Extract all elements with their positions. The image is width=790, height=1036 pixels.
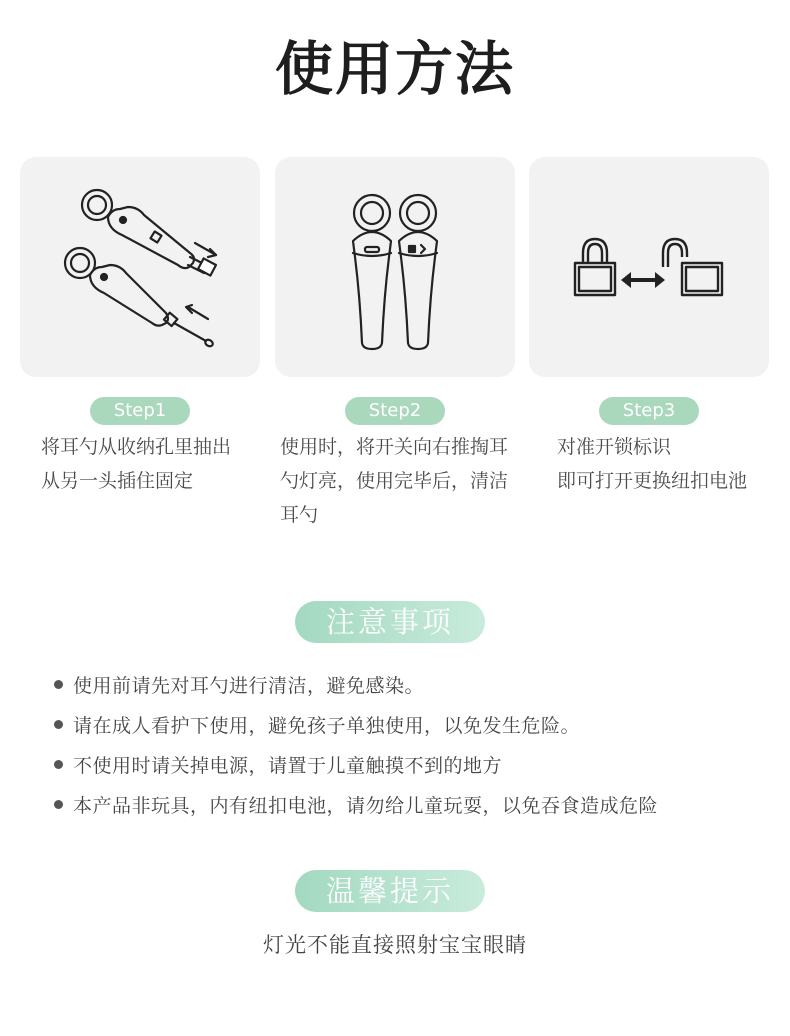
bullet-icon <box>54 720 63 729</box>
step1-description <box>41 430 231 498</box>
tips-title: 温馨提示 <box>295 870 485 912</box>
notice-text: 请在成人看护下使用，避免孩子单独使用，以免发生危险。 <box>73 714 581 737</box>
bullet-icon <box>54 760 63 769</box>
list-item <box>54 664 658 704</box>
step3-description <box>557 430 747 498</box>
notice-title: 注意事项 <box>295 601 485 643</box>
step3-illustration <box>529 157 769 377</box>
list-item <box>54 704 658 744</box>
step1-line: 将耳勺从收纳孔里抽出 <box>41 436 232 458</box>
ear-pick-switch-icon <box>275 157 515 377</box>
notice-list <box>54 664 658 824</box>
notice-text: 使用前请先对耳勺进行清洁，避免感染。 <box>73 674 425 697</box>
notice-text: 本产品非玩具，内有纽扣电池，请勿给儿童玩耍，以免吞食造成危险 <box>73 794 659 817</box>
step2-description <box>280 430 508 532</box>
list-item <box>54 784 658 824</box>
bullet-icon <box>54 800 63 809</box>
step3-line: 即可打开更换纽扣电池 <box>557 470 748 492</box>
list-item <box>54 744 658 784</box>
step2-badge: Step2 <box>345 397 445 425</box>
step2-line: 勺灯亮，使用完毕后，清洁 <box>280 470 509 492</box>
tips-text: 灯光不能直接照射宝宝眼睛 <box>263 933 527 957</box>
step1-line: 从另一头插住固定 <box>41 470 194 492</box>
ear-pick-extract-icon <box>20 157 260 377</box>
step2-illustration <box>275 157 515 377</box>
step2-line: 使用时，将开关向右推掏耳 <box>280 436 509 458</box>
step3-badge: Step3 <box>599 397 699 425</box>
page-title: 使用方法 <box>274 35 515 103</box>
step3-line: 对准开锁标识 <box>557 436 672 458</box>
notice-text: 不使用时请关掉电源，请置于儿童触摸不到的地方 <box>73 754 503 777</box>
step1-badge: Step1 <box>90 397 190 425</box>
step2-line: 耳勺 <box>280 504 319 526</box>
step1-illustration <box>20 157 260 377</box>
lock-unlock-icon <box>529 157 769 377</box>
bullet-icon <box>54 680 63 689</box>
